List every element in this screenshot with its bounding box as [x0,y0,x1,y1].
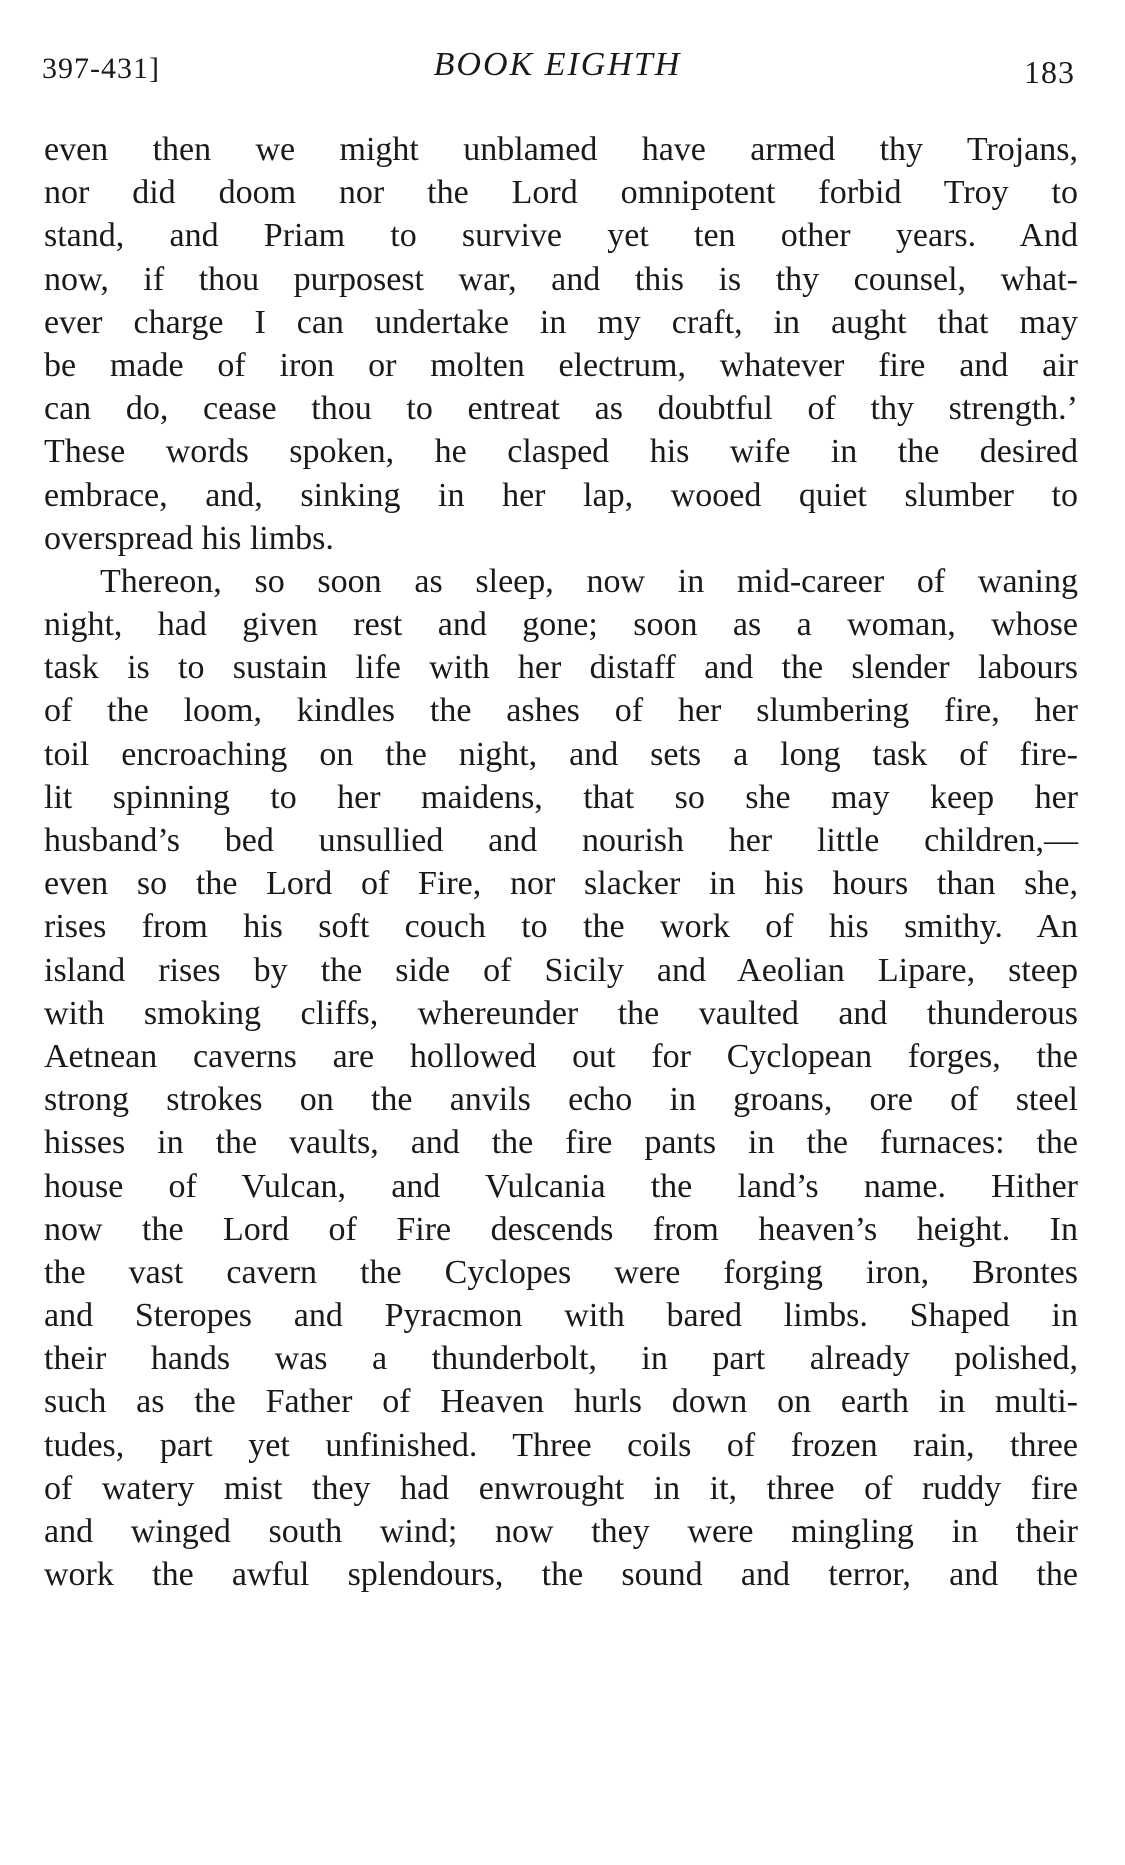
book-title: BOOK EIGHTH [433,46,682,83]
text-line: stand, and Priam to survive yet ten other years. And [44,217,1078,255]
text-line: house of Vulcan, and Vulcania the land’s name. Hither [44,1167,1078,1205]
line-range: 397-431] [42,52,160,85]
text-line: husband’s bed unsullied and nourish her little children,— [44,822,1078,859]
text-line: now, if thou purposest war, and this is thy counsel, what- [44,260,1078,298]
text-line: tudes, part yet unfinished. Three coils of frozen rain, three [44,1426,1078,1464]
text-line: strong strokes on the anvils echo in groans, ore of steel [44,1081,1078,1119]
text-line: toil encroaching on the night, and sets a long task of fire- [44,735,1078,773]
text-line: such as the Father of Heaven hurls down on earth in multi- [44,1383,1078,1421]
text-line: be made of iron or molten electrum, whatever fire and air [44,346,1078,384]
text-line: task is to sustain life with her distaff and the slender labours [44,649,1078,687]
text-line: with smoking cliffs, whereunder the vaulted and thunderous [44,994,1078,1032]
body-text [44,128,1078,1596]
running-head [40,44,1075,94]
text-line: and Steropes and Pyracmon with bared limbs. Shaped in [44,1297,1078,1335]
text-line: lit spinning to her maidens, that so she may keep her [44,778,1078,816]
text-line: embrace, and, sinking in her lap, wooed quiet slumber to [44,476,1078,514]
text-line: and winged south wind; now they were mingling in their [44,1513,1078,1550]
text-line: overspread his limbs. [44,519,334,557]
paragraph [44,560,1078,1597]
text-line: can do, cease thou to entreat as doubtful of thy strength.’ [44,390,1078,428]
text-line: Thereon, so soon as sleep, now in mid-career of waning [100,562,1078,600]
page-number: 183 [1024,54,1075,90]
text-line: night, had given rest and gone; soon as a woman, whose [44,606,1078,644]
text-line: even so the Lord of Fire, nor slacker in his hours than she, [44,865,1078,903]
text-line: nor did doom nor the Lord omnipotent forbid Troy to [44,174,1078,212]
text-line: Aetnean caverns are hollowed out for Cyclopean forges, the [44,1037,1078,1075]
text-line: hisses in the vaults, and the fire pants in the furnaces: the [44,1124,1078,1162]
text-line: These words spoken, he clasped his wife in the desired [44,433,1078,471]
text-line: rises from his soft couch to the work of his smithy. An [44,908,1078,946]
paragraph [44,128,1078,560]
text-line: their hands was a thunderbolt, in part already polished, [44,1340,1078,1378]
text-line: now the Lord of Fire descends from heaven’s height. In [44,1210,1078,1248]
text-line: ever charge I can undertake in my craft, in aught that may [44,303,1078,341]
text-line: work the awful splendours, the sound and terror, and the [44,1556,1078,1594]
text-line: island rises by the side of Sicily and Aeolian Lipare, steep [44,951,1078,989]
text-line: of the loom, kindles the ashes of her slumbering fire, her [44,692,1078,730]
text-line: the vast cavern the Cyclopes were forging iron, Brontes [44,1253,1078,1291]
text-line: even then we might unblamed have armed thy Trojans, [44,131,1078,168]
text-line: of watery mist they had enwrought in it, three of ruddy fire [44,1469,1078,1507]
